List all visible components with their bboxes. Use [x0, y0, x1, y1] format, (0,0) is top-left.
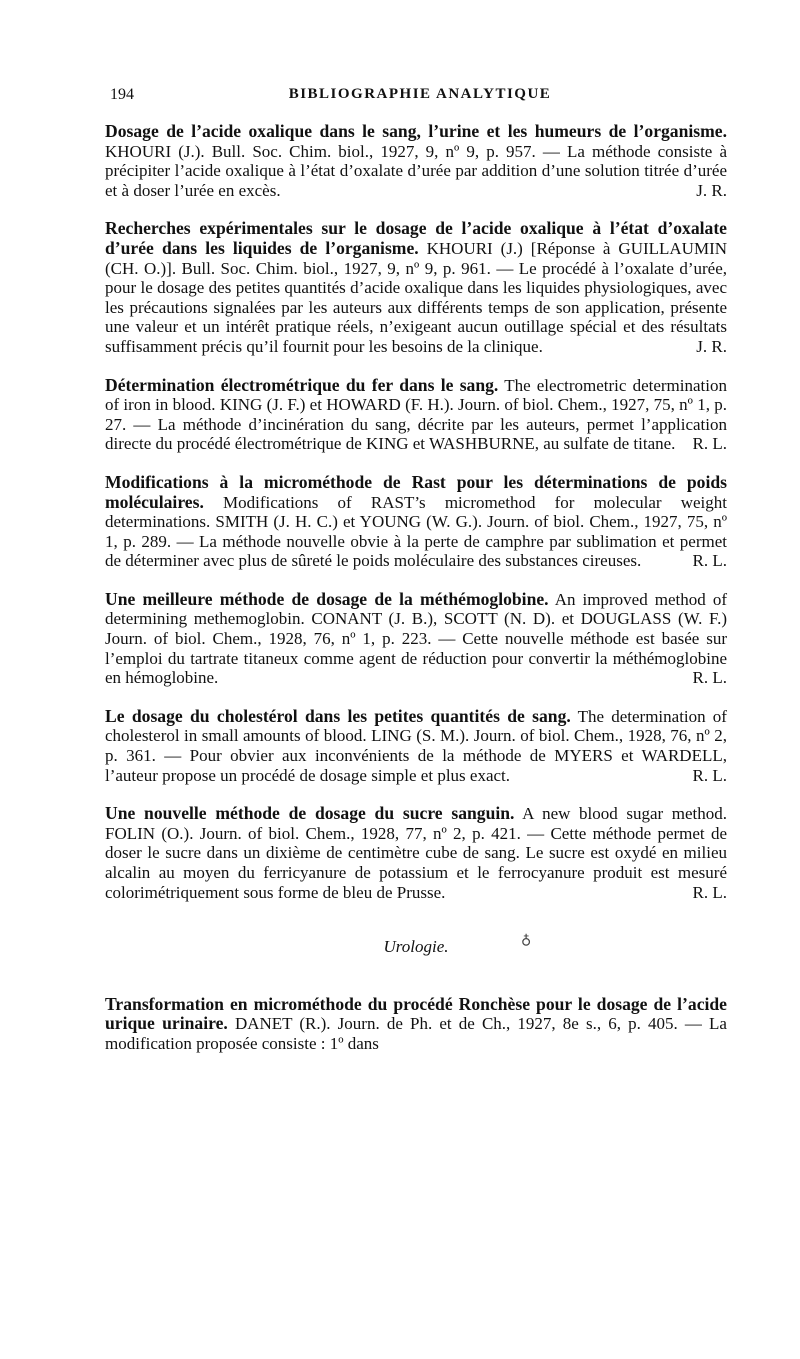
section-heading: Urologie. [383, 937, 449, 957]
abstract-title: Transformation en microméthode du procédé Ronchèse pour le dosage de l’acide urique urinaire. [105, 993, 727, 1034]
abstract-title: Recherches expérimentales sur le dosage de l’acide oxalique à l’état d’oxalate d’urée dans les liquides de l’organisme. [105, 218, 727, 258]
ornament-icon: ♁ [521, 933, 532, 949]
abstract-body: KHOURI (J.) [Réponse à GUILLAUMIN (CH. O.)]. Bull. Soc. Chim. biol., 1927, 9, nº 9, p. 961. — Le procédé à l’oxalate d’urée, pour le dosage des petites quantités d’acide oxalique dans les liquides physiologiques, avec les précautions signalées par les auteurs aux différents temps de son application, présente une valeur et un intérêt pratique réels, n’exigeant aucun outillage spécial et des résultats suffisamment précis qu’il fournit pour les besoins de la clinique. [105, 238, 728, 356]
abstract-signature: J. R. [696, 336, 727, 356]
abstract-entry [105, 707, 727, 785]
abstract-signature: R. L. [692, 668, 727, 688]
abstract-list [105, 122, 727, 902]
abstract-signature: R. L. [692, 882, 727, 902]
abstract-entry [105, 590, 727, 688]
abstract-signature: R. L. [692, 765, 727, 785]
abstract-body: The electrometric determination of iron in blood. KING (J. F.) et HOWARD (F. H.). Journ. of biol. Chem., 1927, 75, nº 1, p. 27. — La méthode d’incinération du sang, décrite par les auteurs, permet l’application directe du procédé électrométrique de KING et WASHBURNE, au sulfate de titane. [105, 375, 727, 454]
abstract-entry [105, 804, 727, 902]
abstract-body: KHOURI (J.). Bull. Soc. Chim. biol., 1927, 9, nº 9, p. 957. — La méthode consiste à précipiter l’acide oxalique à l’état d’oxalate d’urée par addition d’une solution titrée d’urée et à doser l’urée en excès. [105, 141, 727, 200]
abstract-signature: J. R. [696, 180, 727, 200]
abstract-entry [105, 219, 727, 356]
abstract-title: Dosage de l’acide oxalique dans le sang, l’urine et les humeurs de l’organisme. [105, 121, 727, 141]
abstract-body: A new blood sugar method. FOLIN (O.). Journ. of biol. Chem., 1928, 77, nº 2, p. 421. — Cette méthode permet de doser le sucre dans un dixième de centimètre cube de sang. Le sucre est oxydé en milieu alcalin au moyen du ferricyanure de potassium et le ferrocyanure produit est mesuré colorimétriquement sous forme de bleu de Prusse. [105, 804, 727, 902]
abstract-signature: R. L. [692, 551, 727, 571]
abstract-title: Détermination électrométrique du fer dans le sang. [105, 374, 499, 395]
abstract-body: An improved method of determining methemoglobin. CONANT (J. B.), SCOTT (N. D). et DOUGLASS (W. F.) Journ. of biol. Chem., 1928, 76, nº 1, p. 223. — Cette nouvelle méthode est basée sur l’emploi du tartrate titaneux comme agent de réduction pour convertir la méthémoglobine en hémoglobine. [105, 589, 727, 688]
abstract-entry [105, 376, 727, 454]
section-heading-block [105, 933, 727, 957]
page-header [110, 86, 730, 108]
abstract-title: Le dosage du cholestérol dans les petites quantités de sang. [105, 705, 571, 726]
running-head: BIBLIOGRAPHIE ANALYTIQUE [288, 86, 552, 102]
page-number: 194 [110, 86, 134, 103]
abstract-entry [105, 473, 727, 571]
abstract-signature: R. L. [692, 434, 727, 454]
article-column [105, 122, 727, 1073]
abstract-body: DANET (R.). Journ. de Ph. et de Ch., 1927, 8e s., 6, p. 405. — La modification proposée consiste : 1º dans [105, 1014, 727, 1053]
abstract-entry [105, 122, 727, 200]
abstract-body: The determination of cholesterol in small amounts of blood. LING (S. M.). Journ. of biol. Chem., 1928, 76, nº 2, p. 361. — Pour obvier aux inconvénients de la méthode de MYERS et WARDELL, l’auteur propose un procédé de dosage simple et plus exact. [105, 706, 727, 785]
abstract-body: Modifications of RAST’s micromethod for molecular weight determinations. SMITH (J. H. C.) et YOUNG (W. G.). Journ. of biol. Chem., 1927, 75, nº 1, p. 289. — La méthode nouvelle obvie à la perte de camphre par sublimation et permet de déterminer avec plus de sûreté le poids moléculaire des substances cireuses. [105, 492, 727, 571]
abstract-title: Une meilleure méthode de dosage de la méthémoglobine. [105, 588, 549, 609]
abstract-title: Une nouvelle méthode de dosage du sucre sanguin. [105, 803, 515, 824]
abstract-entry-last [105, 995, 727, 1054]
abstract-title: Modifications à la microméthode de Rast pour les déterminations de poids moléculaires. [105, 471, 727, 512]
